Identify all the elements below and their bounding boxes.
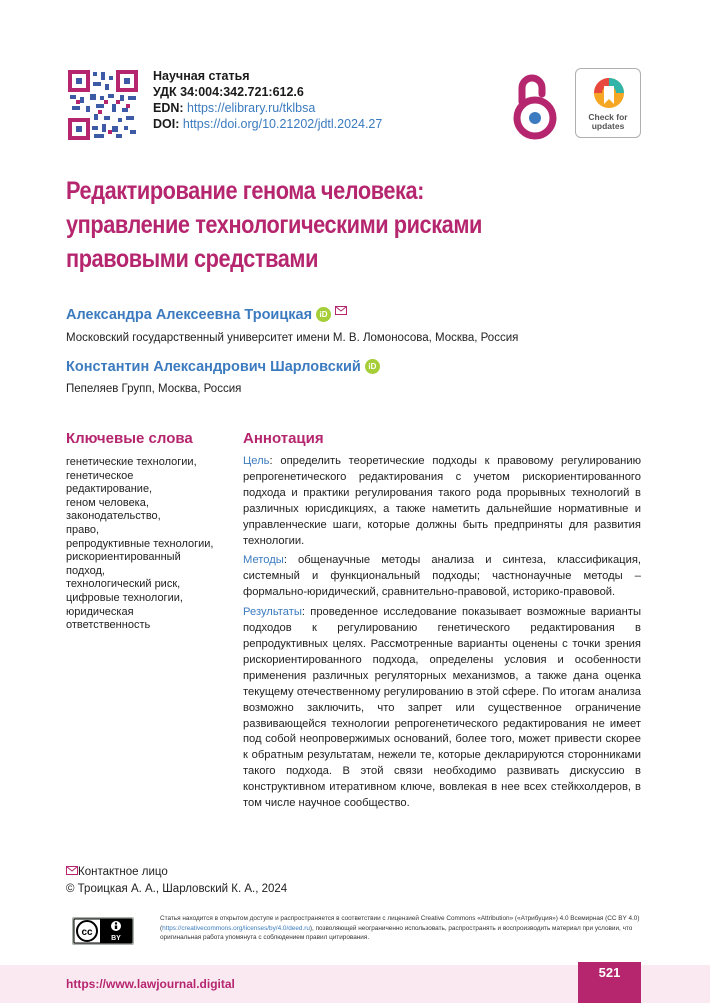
keyword: ответственность xyxy=(66,619,151,632)
orcid-icon[interactable]: iD xyxy=(316,307,331,322)
udc-code: УДК 34:004:342.721:612.6 xyxy=(153,85,304,99)
keyword: цифровые технологии, xyxy=(66,591,183,604)
open-access-icon xyxy=(512,72,558,142)
qr-code xyxy=(68,70,138,140)
keyword: законодательство, xyxy=(66,510,161,523)
mail-icon xyxy=(66,866,78,875)
page-number: 521 xyxy=(578,962,641,1003)
methods-label: Методы xyxy=(243,554,284,567)
updates-text: updates xyxy=(591,121,625,131)
article-title xyxy=(66,174,553,276)
keyword: подход, xyxy=(66,564,105,577)
abstract-heading: Аннотация xyxy=(243,430,324,447)
check-for-text: Check for xyxy=(588,112,628,122)
keyword: юридическая xyxy=(66,605,134,618)
abstract-results xyxy=(243,605,641,812)
author-2-affiliation: Пепеляев Групп, Москва, Россия xyxy=(66,383,242,395)
cc-text: cc xyxy=(81,927,93,938)
keyword: репродуктивные технологии, xyxy=(66,537,214,550)
copyright: © Троицкая А. А., Шарловский К. А., 2024 xyxy=(66,883,288,895)
contact-block xyxy=(66,864,287,898)
results-label: Результаты xyxy=(243,606,302,619)
keyword: рискориентированный xyxy=(66,551,181,564)
goal-text: : определить теоретические подходы к правовому регулированию репрогенетического редактирования с учетом рискориентированного подхода и практики регулирования такого рода прорывных технологий в различных юрисдикциях, а также наметить дальнейшие нормативные и управленческие шаги, которые должны быть предприняты для развития технологии. xyxy=(243,455,641,547)
doi-label: DOI: xyxy=(153,117,180,131)
keywords-heading: Ключевые слова xyxy=(66,430,193,447)
author-1 xyxy=(66,306,347,324)
author-1-affiliation: Московский государственный университет имени М. В. Ломоносова, Москва, Россия xyxy=(66,332,519,344)
edn-link[interactable]: https://elibrary.ru/tklbsa xyxy=(187,101,316,115)
author-name[interactable]: Константин Александрович Шарловский xyxy=(66,359,361,375)
contact-label: Контактное лицо xyxy=(78,866,168,878)
by-text: BY xyxy=(111,935,121,942)
keyword: редактирование, xyxy=(66,483,153,496)
author-name[interactable]: Александра Алексеевна Троицкая xyxy=(66,307,313,323)
goal-label: Цель xyxy=(243,455,270,467)
license-text xyxy=(160,914,641,943)
abstract-body xyxy=(243,454,641,816)
keyword: генетические технологии, xyxy=(66,456,197,468)
abstract-goal xyxy=(243,454,641,549)
article-type: Научная статья xyxy=(153,69,250,83)
title-line: управление технологическими рисками xyxy=(66,211,482,239)
license-text-before: Статья находится в открытом доступе и распространяется в соответствии с лицензией Creative Commons «Attribution» («Атрибуция») 4.0 Всемирная (CC BY 4.0) ( xyxy=(160,915,640,932)
title-line: правовыми средствами xyxy=(66,245,319,273)
doi-link[interactable]: https://doi.org/10.21202/jdtl.2024.27 xyxy=(182,117,383,131)
license-text-after: ), позволяющей неограниченно использовать, распространять и воспроизводить материал при условии, что оригинальная работа упомянута с соблюдением правил цитирования. xyxy=(160,924,633,941)
journal-site-link[interactable]: https://www.lawjournal.digital xyxy=(66,977,235,991)
methods-text: : общенаучные методы анализа и синтеза, классификация, системный и функциональный подходы; частнонаучные методы – формально-юридический, сравнительно-правовой, историко-правовой. xyxy=(243,554,641,599)
keyword: технологический риск, xyxy=(66,578,181,591)
title-line: Редактирование генома человека: xyxy=(66,177,424,205)
cc-by-license-icon[interactable] xyxy=(72,917,134,945)
check-for-updates-badge[interactable] xyxy=(575,68,641,138)
keywords-list xyxy=(66,456,241,633)
license-link[interactable]: https://creativecommons.org/licenses/by/4.0/deed.ru xyxy=(162,924,310,932)
mail-icon[interactable] xyxy=(335,306,347,315)
author-2 xyxy=(66,358,380,376)
results-text: : проведенное исследование показывает возможные варианты подходов к регулированию генетического редактирования в репродуктивных целях. Рассмотренные варианты оценены с точки зрения рискориентированного подхода, определены условия и особенности применения различных регуляторных механизмов, а также дана оценка текущему отечественному регулированию в этой сфере. По итогам анализа возможно заключить, что запрет или существенное ограничение развивающейся технологии репрогенетического редактирования не имеет под собой неопровержимых оснований, более того, может привести скорее к обратным результатам, нежели те, которые декларируются сторонниками такого подхода. В этой связи необходимо развивать дискуссию в конструктивном итеративном ключе, вовлекая в нее всех стейкхолдеров, в том числе научное сообщество. xyxy=(243,606,641,810)
edn-label: EDN: xyxy=(153,101,184,115)
bookmark-icon xyxy=(593,77,625,109)
orcid-icon[interactable]: iD xyxy=(365,359,380,374)
keyword: право, xyxy=(66,523,100,536)
article-meta xyxy=(153,68,382,132)
keyword: генетическое xyxy=(66,469,134,482)
keyword: геном человека, xyxy=(66,496,149,509)
abstract-methods xyxy=(243,553,641,601)
